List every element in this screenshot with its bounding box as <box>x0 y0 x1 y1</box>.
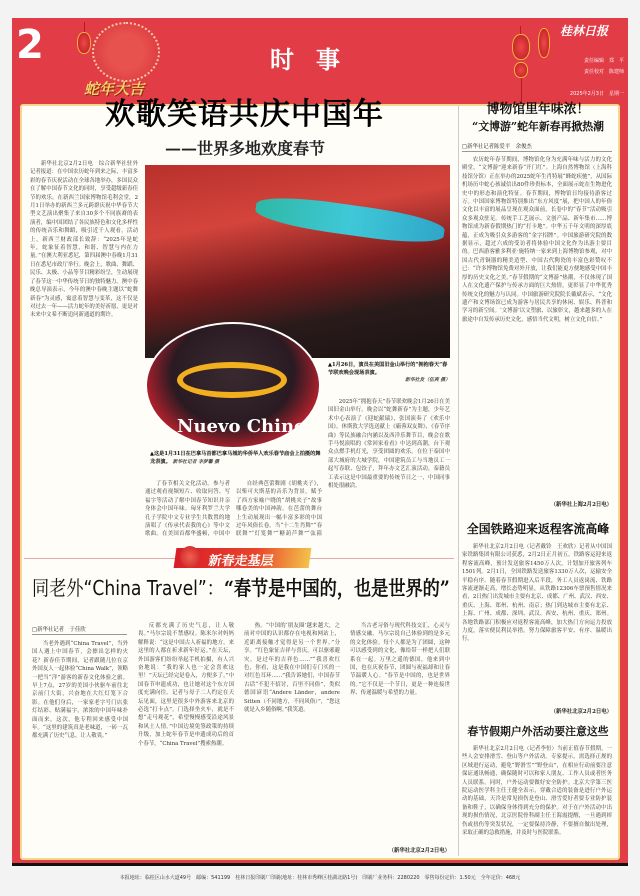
main-subheadline: ——世界多地欢度春节 <box>165 139 326 158</box>
footer-imprint: 本报地址：临桂区山水大道49号 邮编：541199 桂林日报印刷厂印刷(地址：桂林市秀峰区桂湖北路1号) 印刷厂业务科：2280220 零售每份定价：1.50元 全年定价：468元 <box>119 875 521 881</box>
dragon-prop <box>254 192 446 248</box>
caption-text: ▲这是1月31日在巴拿马首都巴拿马城的华侨华人欢乐春节庙会上拍摄的舞龙表演。 <box>150 451 321 465</box>
museum-dateline: （新华社上海2月2日电） <box>550 502 612 508</box>
proofreader-credit: 责任校对 陈建师 <box>583 69 624 75</box>
feature-column: 反都充满了历史气息，让人敬畏。”马尔宗说不禁感叹。陈米尔对妈妈解释说：“这是中国古人祈福的地方，来这里的人都在祈求新年好运。”在天坛，外国游客们纷纷举起手机拍摄，有人兴奋地说：“我的家人也一定会喜欢这里！”天坛已经完是卷入，方便多了。”中国春节申遗成功，也让她对这个东方国度充满向往。记者与母子二人约定在天坛见面，这里是很多中外游客来北京的必选“打卡点”。门选择坐火车，就是不想“走马观花”，希望慢慢感受沿途风景和风土人情。”中国边境免签政策的持续升级，加上蛇年春节是申遗成功后的首个春节，“China Travel”搜索热潮。 <box>138 623 234 747</box>
museum-body: 农历蛇年春节期间，博物馆化身为充满年味与活力的文化殿堂，“文博游”迎来新春“开门红”。上海自然博物馆（上海科技馆分馆）正在举办的2025蛇年生肖特展“蜂蛇疾驰”，从国际机场历中蛇心孩诚信出80件珍贵标本，全面展示蛇在生物进化史中的形态和演化特征。春节期间，博物馆日均接待游客过万。中国国家博物馆特别推出“东方风度”展，把中国人的年俗文化以丰富的展品呈现在观众面前，长卷中的“春节”活动吸引众多观众驻足。传统手工艺展示、文创产品、新年集市……博物馆成为新春假期热门的“打卡地”。中华五千年文明的深厚底蕴，正成为吸引众多游客的“金字招牌”。中国旅游研究院的数据显示，超过六成的受访者将体验中国文化作为出游主要目的。巴西游客雅多利亚·施特纳一家来到上海博物馆参观，对中国古代青铜器的精美造型、中国古代陶瓷的丰富色彩赞叹不已：“许多博物馆免费对外开放，让我们能更方便地感受中国丰厚的历史文化之美。”春节假期的“文博游”热潮，不仅体现了国人在文化遗产保护与传承方面的巨大热情，更彰显了中华优秀传统文化的魅力与认同。中国旅游研究院院长戴斌表示，“文化遗产和文博场馆已成为游客与居民共享的休闲、娱乐、科普和学习的新空间。‘文博游’以文塑旅、以旅彰文，越来越多的人在旅途中自发传承历史文化，感悟当代文明，树立文化自信。” <box>462 157 612 323</box>
snake-papercut-icon <box>92 22 160 82</box>
feature-dateline: （新华社北京2月2日电） <box>388 848 450 854</box>
outdoor-body: 新华社北京2月2日电（记者李恒）当前正值春节假期，一些人会安排滑雪、登山等户外活动。专家提示，需选择正规的区域进行运动，避免“野滑雪”“野登山”，在相应行动前要注意保证通讯畅通，确保随时可以和家人朋友、工作人员或者医务人员联系。同时，户外运动要做好安全防护。北京大学第三医院运动医学科主任王健全表示，穿戴合适的装备是进行户外运动的基础，天冷是常见损伤是登山、滑雪爱好者要专业防护装备和鞋子，以确保身体得到充分的保护。对于在户外活动中出现的损伤情况，北京医院骨科副主任王海霞提醒，一旦遇到摔伤或扭伤等突发状况，一定要保持冷静，不要擅自做出处理，采取正确的急救措施，并及时与医院联系。 <box>462 746 612 837</box>
museum-headline-line2: “文博游”蛇年新春再掀热潮 <box>472 120 604 133</box>
lantern-icon <box>538 28 550 58</box>
editor-credit: 责任编辑 郑 平 <box>583 58 624 64</box>
photo1-caption <box>328 362 450 385</box>
section-title: 时事 <box>270 45 362 74</box>
lantern-icon <box>180 546 200 568</box>
main-headline: 欢歌笑语共庆中国年 <box>105 97 384 132</box>
page-number: 2 <box>16 22 44 68</box>
main-article-column: 2025年“拥抱春天”春节联欢晚会1月26日在美国旧金山举行。晚会以“蛇舞新春”为主题，少年艺术中心表演了《迎蛇献瑞》，张国演奏了《欢乐中国》，休斯敦大学选送献上《霸蓉双友舞》、《春节序曲》等民族融合内涵以及西洋乐舞节目，晚会在歌手马悦演唱的《常回家看看》中达到高潮，台下观众点燃手机灯光，享受团圆的欢乐。在位于泰国中部大城府的大城学院，中国建筑员工与当地员工一起写春联、包饺子，拜年办文艺汇演活动，泰籍员工表示这是中国最重要的传统节日之一，中国同事相处很融洽。 <box>328 399 450 490</box>
museum-headline-line1: 博物馆里年味浓！ <box>486 102 590 117</box>
photo-sign-text: Nuevo Chino <box>177 416 307 437</box>
feature-headline <box>32 576 450 600</box>
main-article-column: 新华社北京2月2日电 综合新华社驻外记者报道：在中国农历蛇年到来之际，丰富多彩的春节庆祝活动在全球各地举办，多国民众在了解中国春节文化的同时，享受超级新春佳节的欢乐。在新西兰国家博物馆毛利会堂，2月1日举办的新西兰多元跨群庆祝中华春节大型文艺演出聚集了来自30多个不同族裔的表演者，编中国团结了各民族特色和文化多样性的传统音乐和舞蹈，吸引近千人观看。活动上，新西兰财政部长致辞：“2025年是蛇年，蛇象征着智慧，和谐、智慧与内在力量。”在澳大利亚悉尼，第四届澳中春晚1月31日在悉尼市政厅举行。晚会上，歌曲、舞蹈、民乐、太极、小品等节目精彩纷呈，生动展现了春节这一中华传统节日的独特魅力。澳中春晚总导演表示，今年的澳中春晚主题以“蛇舞新春”为灵感，寓意着智慧与变革，这不仅是对过去一年——活力蛇年的美好祈愿，更是对未来中文希不断追问新通道的期许。 <box>30 161 138 319</box>
new-year-greeting-logo: 蛇年大吉 <box>84 80 145 98</box>
photo-credit: 新华社记者 李梦馨 摄 <box>172 458 220 465</box>
feature-column: 当老外遇到“China Travel”，当外国人遇上中国春节，会擦出怎样的火花？新春佳节期间，记者跟随几位在京外国友人一起体验“China Walk”，领略一把当“洋”游客的新春文化体验之旅。早上7点，27岁的美国小伙驱车前往北京前门大街，兴奋地在大红灯笼下合影。在他们身后，一家家老字号门店张灯结彩、贴满福字，浓浓的中国年味扑面而来。这次，他专程回来感受中国年。“这里的建筑真是老味道，一砖一瓦都充满了历史气息，让人敬畏。” <box>32 641 128 740</box>
photo2-caption <box>150 451 322 466</box>
feature-column: 当古老习俗与现代科技交汇，心灵与情感交融，马尔宗说自己体验到的是多元的文化体验。每个人都是为了团圆，这种可以感受到的文化，像给带一样把人们联系在一起。万里之遥的德国，他来到中国，也在庆祝春节，团圆与祝福却和让春节温暖人心。“春节是中国的，也是世界的。”它不仅是一个节日，更是一种连接世界、传递温暖与希望的力量。 <box>350 623 450 697</box>
main-article-column: 了春节相关文化活动。参与者通过观看视频短片、收取问答、写福字等活动了解中国春节知识并亲身体会中国年味。匈牙利罗兰大学孔子学院中文专业学生共数置的地演唱了《传承代表我的心》等中文歌曲。在美国首都华盛顿，中国中 <box>145 481 230 538</box>
lantern-icon <box>514 62 528 78</box>
fu-lantern-icon <box>512 34 530 60</box>
issue-date: 2025年2月3日 星期一 <box>569 91 624 97</box>
headline-quote: “春节是中国的，也是世界的” <box>223 576 450 600</box>
golden-dragon-prop <box>177 362 287 398</box>
lantern-icon <box>77 32 91 54</box>
railway-body: 新华社北京2月2日电（记者戴铃 王欢欣）记者从中国国家铁路集团有限公司获悉，2月2日正月初五，铁路客运迎来返程客流高峰，预计发送旅客1450万人次，计划加开旅客列车1501列。2月1日，全国铁路发送旅客1330万人次，运输安全平稳有序。随着春节假期进入后半段，务工人员返岗流、铁路客流逐渐走高，增长态势明显，从铁路12306车票预售情况来看，2日热门出发城市主要有北京、成都、广州、武汉、西安、重庆、上海、郑州、杭州、南京；热门到达城市主要有北京、上海、广州、成都、深圳、武汉、西安、杭州、重庆、郑州。各地铁路部门积极应对返程客流高峰，加大热门方向运力投放力度，落实便民利民举措，努力保障旅客平安、有序、温暖出行。 <box>462 544 612 643</box>
dragon-dance-photo-panama <box>145 322 321 449</box>
museum-byline: □新华社记者陈爱平 余俊杰 <box>462 142 612 152</box>
section-banner: 新春走基层 <box>174 548 312 568</box>
railway-headline: 全国铁路迎来返程客流高峰 <box>466 522 610 536</box>
outdoor-headline: 春节假期户外活动要注意这些 <box>467 725 609 738</box>
headline-prefix: 同老外“China Travel”： <box>32 576 224 600</box>
caption-text: ▲1月26日，演员在美国旧金山举行的“拥抱春天”春节联欢晚会现场表演。 <box>328 362 448 376</box>
newspaper-logo: 桂林日报 <box>560 24 609 38</box>
feature-byline: □新华社记者 于佳欣 <box>32 625 127 635</box>
railway-dateline: （新华社北京2月2日电） <box>550 709 612 715</box>
main-article-column: 自经典芭蕾舞剧《胡桃夹子》，以柴可夫斯基的音乐为背景，赋予了西方家喻户晓的“胡桃夹子”故事哪卷美的中国神韵。在芭蕾的舞台上生动展现出一幅丰富多彩的中国过年风俗长卷。当“十二生肖舞”“春联舞”“灯笼舞”“糖葫芦舞”“弦箍 <box>236 481 322 538</box>
photo-credit: 新华社发（伍爽 摄） <box>405 377 450 384</box>
feature-column: 热。“中国的‘朋友圈’越来越大，之前对中国的认识都存在电视和网站上，近距离接触才觉得是另一个世界。”分享。“红色象征吉祥与喜庆，可以驱邪避灾，是过年的吉祥色……”“我喜欢红色，你看，这是我在中国们专门买的一对红色耳环……”我告诉她们，中国春节古话“不犯不招讨，百里不同俗”，类似德国谚语“Andere Länder，andere Sitten（不同地方，不同风俗）”，“您这就是入乡随俗啊。”我笑道。 <box>244 623 340 714</box>
